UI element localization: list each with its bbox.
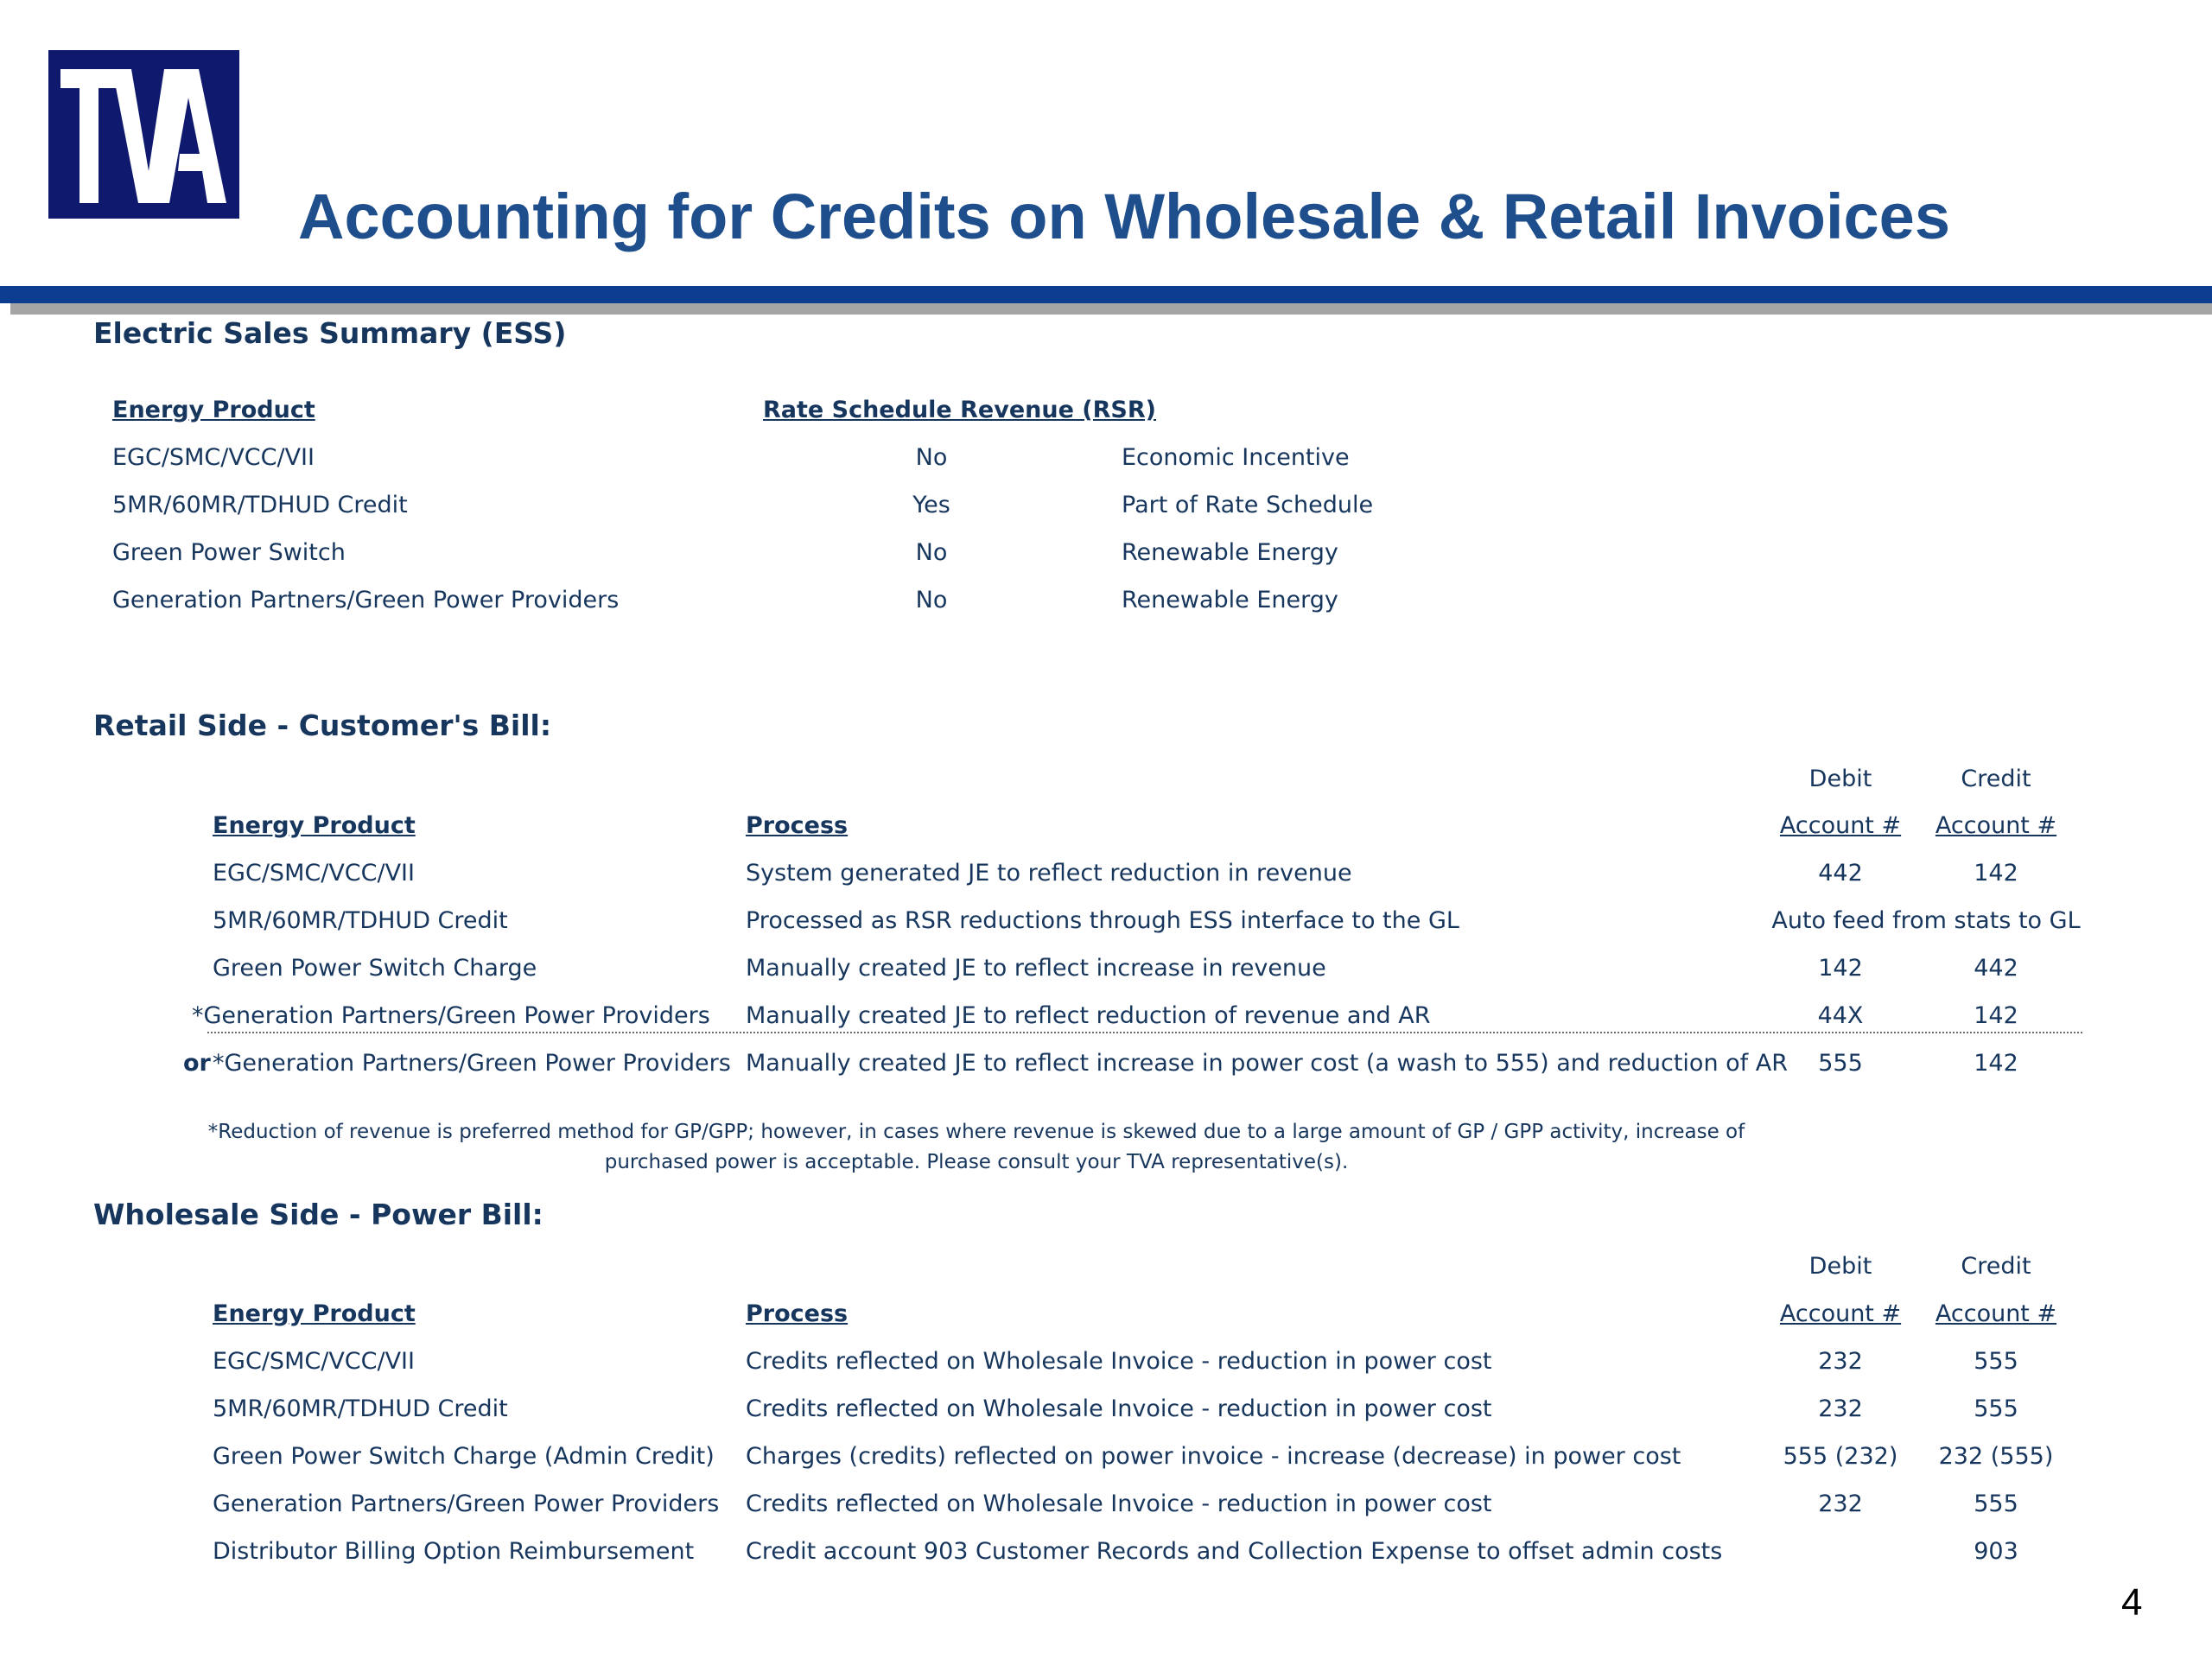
retail-debit-account-header: Account # bbox=[1779, 812, 1902, 839]
wholesale-row-product: 5MR/60MR/TDHUD Credit bbox=[213, 1395, 508, 1422]
retail-row-process: System generated JE to reflect reduction in revenue bbox=[746, 860, 1352, 887]
retail-col-product: Energy Product bbox=[213, 812, 416, 839]
retail-row-debit: 44X bbox=[1817, 1002, 1864, 1029]
page-number: 4 bbox=[2121, 1581, 2143, 1624]
ess-row-note: Economic Incentive bbox=[1122, 444, 1350, 471]
ess-row-rsr: No bbox=[915, 444, 948, 471]
retail-row-credit: 442 bbox=[1974, 955, 2018, 982]
wholesale-row-process: Credit account 903 Customer Records and Collection Expense to offset admin costs bbox=[746, 1538, 1723, 1565]
wholesale-row-debit: 555 (232) bbox=[1783, 1443, 1898, 1470]
ess-row-product: 5MR/60MR/TDHUD Credit bbox=[112, 492, 408, 518]
wholesale-row-process: Credits reflected on Wholesale Invoice - reduction in power cost bbox=[746, 1348, 1492, 1375]
ess-row-note: Renewable Energy bbox=[1122, 539, 1338, 566]
ess-row-product: Generation Partners/Green Power Providers bbox=[112, 587, 620, 613]
title-rule-gray bbox=[10, 303, 2212, 315]
ess-row-product: Green Power Switch bbox=[112, 539, 346, 566]
ess-col-product: Energy Product bbox=[112, 397, 315, 423]
retail-row-process: Processed as RSR reductions through ESS interface to the GL bbox=[746, 907, 1459, 934]
retail-row-or-prefix: or bbox=[183, 1050, 211, 1077]
retail-credit-label: Credit bbox=[1961, 766, 2031, 792]
retail-row-debit: 442 bbox=[1818, 860, 1863, 887]
retail-footnote-line1: *Reduction of revenue is preferred method for GP/GPP; however, in cases where revenue is skewed due to a large amount of GP / GPP activity, increase of bbox=[207, 1121, 1745, 1143]
ess-row-product: EGC/SMC/VCC/VII bbox=[112, 444, 315, 471]
wholesale-row-credit: 903 bbox=[1974, 1538, 2018, 1565]
retail-row-process: Manually created JE to reflect increase in power cost (a wash to 555) and reduction of AR bbox=[746, 1050, 1788, 1077]
retail-credit-account-header: Account # bbox=[1935, 812, 2057, 839]
ess-row-note: Part of Rate Schedule bbox=[1122, 492, 1374, 518]
wholesale-row-credit: 555 bbox=[1974, 1395, 2018, 1422]
retail-row-debit: 555 bbox=[1818, 1050, 1863, 1077]
wholesale-col-product: Energy Product bbox=[213, 1300, 416, 1327]
wholesale-col-process: Process bbox=[746, 1300, 849, 1327]
wholesale-row-product: Green Power Switch Charge (Admin Credit) bbox=[213, 1443, 715, 1470]
retail-col-process: Process bbox=[746, 812, 849, 839]
retail-row-product: *Generation Partners/Green Power Providers bbox=[213, 1050, 731, 1077]
wholesale-heading: Wholesale Side - Power Bill: bbox=[93, 1198, 543, 1231]
wholesale-row-debit: 232 bbox=[1818, 1395, 1863, 1422]
wholesale-credit-account-header: Account # bbox=[1935, 1300, 2057, 1327]
page-title: Accounting for Credits on Wholesale & Retail Invoices bbox=[298, 181, 1950, 252]
ess-heading: Electric Sales Summary (ESS) bbox=[93, 316, 567, 350]
wholesale-debit-label: Debit bbox=[1808, 1253, 1872, 1280]
retail-row-credit: 142 bbox=[1974, 1002, 2018, 1029]
ess-row-rsr: No bbox=[915, 587, 948, 613]
retail-row-product: 5MR/60MR/TDHUD Credit bbox=[213, 907, 508, 934]
wholesale-row-credit: 232 (555) bbox=[1938, 1443, 2054, 1470]
retail-footnote-line2: purchased power is acceptable. Please consult your TVA representative(s). bbox=[604, 1151, 1349, 1173]
ess-row-rsr: No bbox=[915, 539, 948, 566]
retail-row-credit: 142 bbox=[1974, 1050, 2018, 1077]
wholesale-row-product: Generation Partners/Green Power Providers bbox=[213, 1491, 720, 1517]
dotted-divider bbox=[207, 1032, 2082, 1033]
retail-row-credit: 142 bbox=[1974, 860, 2018, 887]
retail-row-auto-feed: Auto feed from stats to GL bbox=[1771, 907, 2081, 934]
ess-col-rsr: Rate Schedule Revenue (RSR) bbox=[763, 397, 1157, 423]
tva-logo bbox=[48, 50, 239, 219]
retail-row-process: Manually created JE to reflect reduction of revenue and AR bbox=[746, 1002, 1431, 1029]
retail-heading: Retail Side - Customer's Bill: bbox=[93, 709, 552, 742]
retail-debit-label: Debit bbox=[1808, 766, 1872, 792]
wholesale-row-process: Credits reflected on Wholesale Invoice - reduction in power cost bbox=[746, 1491, 1492, 1517]
ess-row-rsr: Yes bbox=[912, 492, 950, 518]
wholesale-row-product: EGC/SMC/VCC/VII bbox=[213, 1348, 415, 1375]
wholesale-row-credit: 555 bbox=[1974, 1348, 2018, 1375]
wholesale-row-credit: 555 bbox=[1974, 1491, 2018, 1517]
wholesale-row-process: Charges (credits) reflected on power invoice - increase (decrease) in power cost bbox=[746, 1443, 1681, 1470]
retail-row-product: *Generation Partners/Green Power Providers bbox=[192, 1002, 710, 1029]
retail-row-product: Green Power Switch Charge bbox=[213, 955, 537, 982]
retail-footnote bbox=[199, 1117, 1754, 1178]
retail-row-process: Manually created JE to reflect increase in revenue bbox=[746, 955, 1326, 982]
wholesale-row-product: Distributor Billing Option Reimbursement bbox=[213, 1538, 695, 1565]
wholesale-credit-label: Credit bbox=[1961, 1253, 2031, 1280]
retail-row-debit: 142 bbox=[1818, 955, 1863, 982]
ess-row-note: Renewable Energy bbox=[1122, 587, 1338, 613]
wholesale-debit-account-header: Account # bbox=[1779, 1300, 1902, 1327]
retail-row-product: EGC/SMC/VCC/VII bbox=[213, 860, 415, 887]
wholesale-row-debit: 232 bbox=[1818, 1348, 1863, 1375]
title-rule-blue bbox=[0, 286, 2212, 303]
wholesale-row-debit: 232 bbox=[1818, 1491, 1863, 1517]
wholesale-row-process: Credits reflected on Wholesale Invoice - reduction in power cost bbox=[746, 1395, 1492, 1422]
